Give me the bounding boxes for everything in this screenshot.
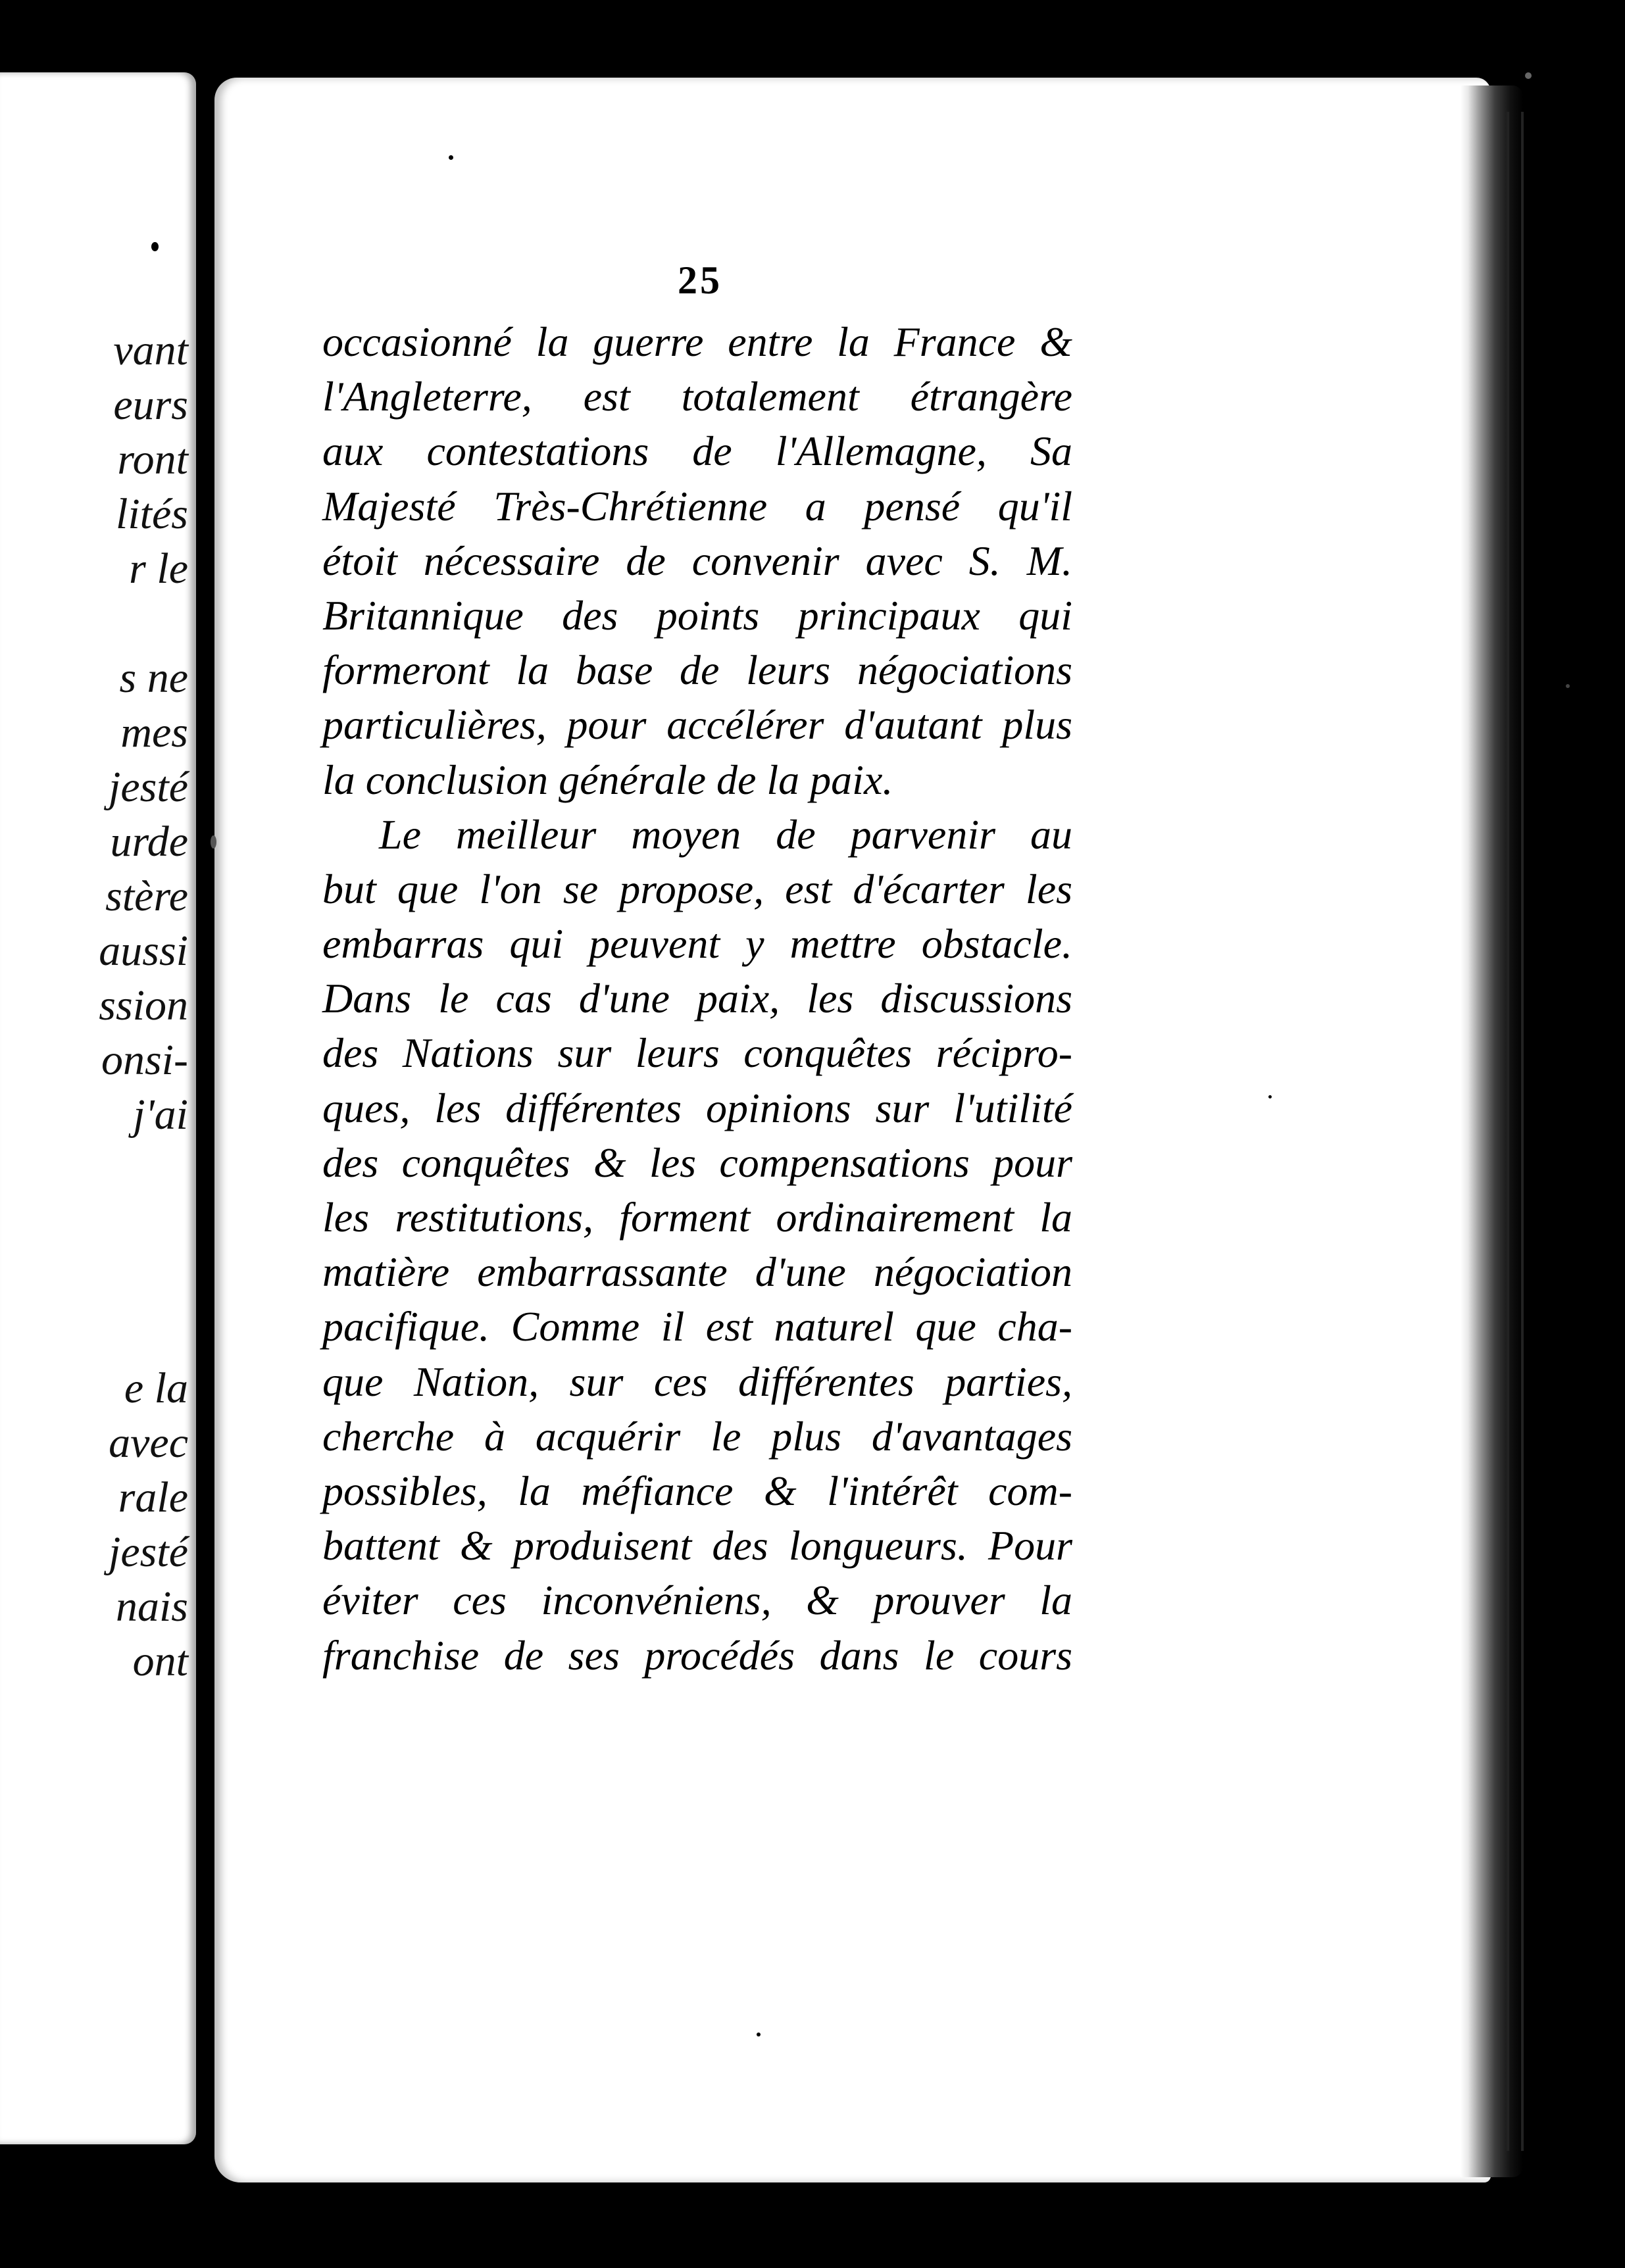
left-page-line: jesté	[109, 763, 188, 811]
text-line: occasionné la guerre entre la France &	[322, 318, 1072, 365]
left-page-line: ront	[117, 435, 188, 483]
text-line: l'Angleterre, est totalement étrangère	[322, 373, 1072, 420]
text-line: des Nations sur leurs conquêtes récipro-	[322, 1029, 1072, 1077]
text-line: Le meilleur moyen de parvenir au	[379, 810, 1072, 858]
left-page-line: lités	[116, 490, 188, 538]
scan-speck	[449, 155, 453, 160]
scan-speck	[1525, 72, 1532, 79]
left-page-line: urde	[110, 818, 188, 866]
text-line: étoit nécessaire de convenir avec S. M.	[322, 537, 1072, 584]
text-line: des conquêtes & les compensations pour	[322, 1139, 1072, 1186]
left-page-line: jesté	[109, 1528, 188, 1576]
left-page-line: eurs	[113, 381, 188, 429]
text-line: les restitutions, forment ordinairement la	[322, 1194, 1072, 1241]
scan-speck	[151, 242, 159, 251]
page-edge-stripe	[1507, 112, 1509, 2151]
body-text	[322, 314, 1072, 1683]
text-line: cherche à acquérir le plus d'avantages	[322, 1412, 1072, 1460]
text-line: éviter ces inconvéniens, & prouver la	[322, 1577, 1072, 1624]
scan-speck	[757, 2033, 761, 2036]
scan-speck	[1268, 1095, 1272, 1098]
scan-speck	[1566, 684, 1570, 688]
page-edge-stripe	[1521, 112, 1524, 2151]
text-line: ques, les différentes opinions sur l'utilité	[322, 1084, 1072, 1131]
left-page-line: j'ai	[133, 1091, 188, 1139]
left-page-line: r le	[129, 545, 188, 593]
left-page-line: mes	[120, 708, 188, 756]
scan-speck	[211, 835, 216, 849]
left-page-fragment	[0, 72, 196, 2144]
left-page-line: ont	[132, 1637, 188, 1685]
left-page-line: nais	[115, 1583, 188, 1631]
left-page-line: aussi	[99, 927, 188, 975]
left-page-line: onsi-	[101, 1036, 188, 1084]
text-line: possibles, la méfiance & l'intérêt com-	[322, 1467, 1072, 1514]
text-line: pacifique. Comme il est naturel que cha-	[322, 1303, 1072, 1350]
text-line: franchise de ses procédés dans le cours	[322, 1631, 1072, 1679]
text-line: formeront la base de leurs négociations	[322, 647, 1072, 694]
text-line: embarras qui peuvent y mettre obstacle.	[322, 920, 1072, 968]
left-page-line: ssion	[99, 981, 188, 1029]
text-line: la conclusion générale de la paix.	[322, 756, 893, 803]
left-page-line: avec	[109, 1419, 188, 1467]
text-line: Britannique des points principaux qui	[322, 591, 1072, 639]
text-line: Majesté Très-Chrétienne a pensé qu'il	[322, 482, 1072, 530]
left-page-line: stère	[105, 872, 188, 920]
gutter	[196, 0, 214, 2268]
text-line: aux contestations de l'Allemagne, Sa	[322, 428, 1072, 475]
left-page-line: vant	[113, 326, 188, 374]
text-line: Dans le cas d'une paix, les discussions	[322, 975, 1072, 1022]
text-line: matière embarrassante d'une négociation	[322, 1248, 1072, 1296]
left-page-line: rale	[118, 1473, 188, 1521]
page-edge-shadow	[1461, 86, 1523, 2177]
text-line: que Nation, sur ces différentes parties,	[322, 1358, 1072, 1405]
text-line: battent & produisent des longueurs. Pour	[322, 1522, 1072, 1569]
text-line: but que l'on se propose, est d'écarter les	[322, 865, 1072, 912]
left-page-line: s ne	[119, 654, 188, 702]
text-line: particulières, pour accélérer d'autant plus	[322, 701, 1072, 749]
page-number: 25	[678, 259, 722, 302]
left-page-line: e la	[124, 1364, 188, 1412]
